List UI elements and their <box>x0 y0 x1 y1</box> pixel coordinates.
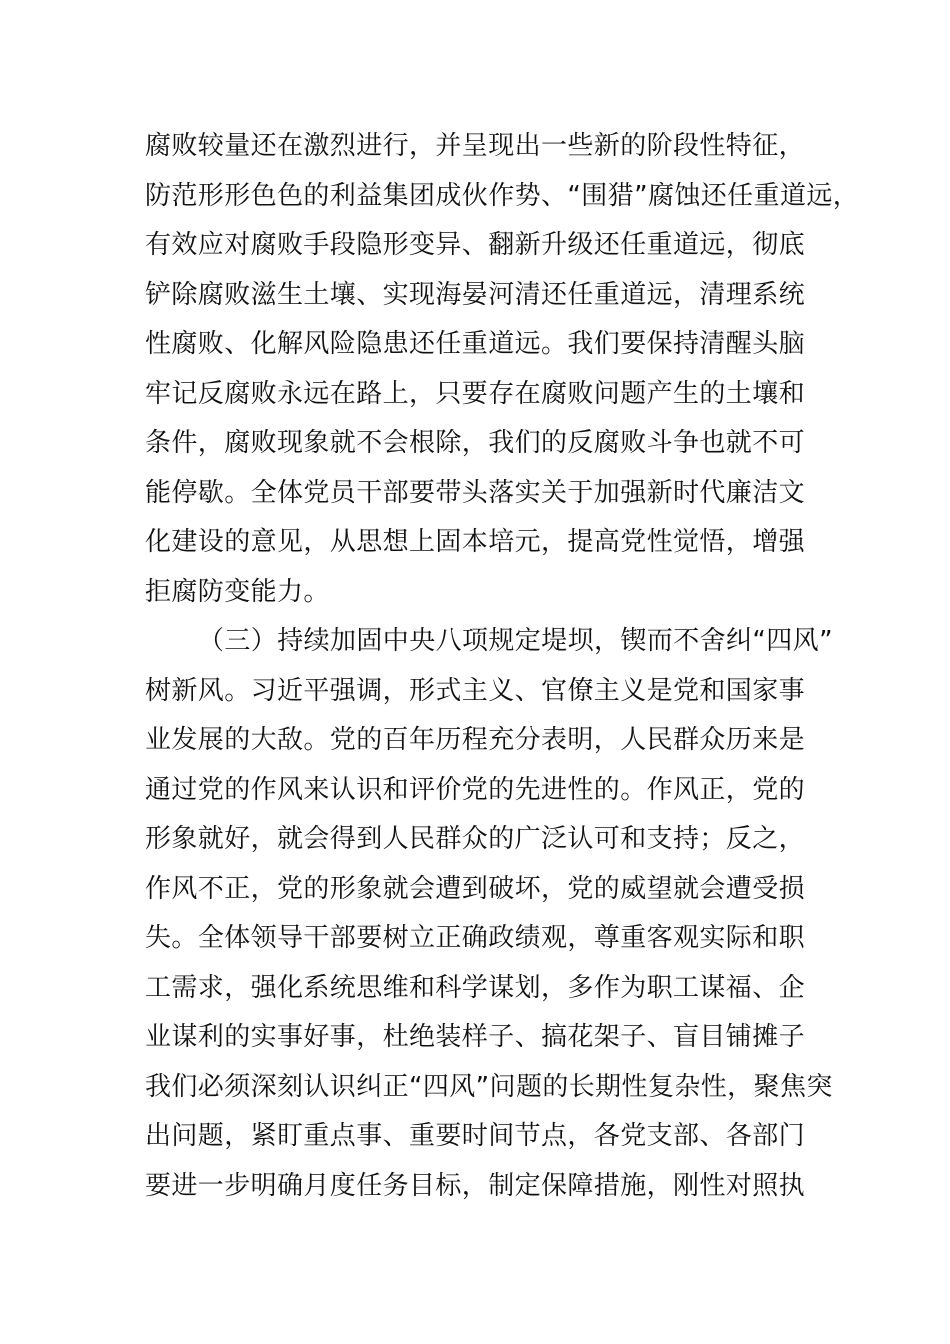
text-line: 失。全体领导干部要树立正确政绩观，尊重客观实际和职 <box>145 923 806 953</box>
text-line: 化建设的意见，从思想上固本培元，提高党性觉悟，增强 <box>145 527 806 557</box>
text-line: 业发展的大敌。党的百年历程充分表明，人民群众历来是 <box>145 725 806 755</box>
text-line: 牢记反腐败永远在路上，只要存在腐败问题产生的土壤和 <box>145 378 806 409</box>
text-line: 树新风。习近平强调，形式主义、官僚主义是党和国家事 <box>145 675 806 706</box>
text-line: 形象就好，就会得到人民群众的广泛认可和支持；反之， <box>145 824 806 854</box>
text-line: 业谋利的实事好事，杜绝装样子、搞花架子、盲目铺摊子 <box>145 1022 806 1052</box>
text-line: 作风不正，党的形象就会遭到破坏，党的威望就会遭受损 <box>145 873 806 904</box>
text-line: 条件，腐败现象就不会根除，我们的反腐败斗争也就不可 <box>145 428 806 458</box>
text-line: 铲除腐败滋生土壤、实现海晏河清还任重道远，清理系统 <box>145 279 806 310</box>
text-line: 性腐败、化解风险隐患还任重道远。我们要保持清醒头脑 <box>145 329 806 359</box>
text-line: 拒腐防变能力。 <box>145 576 330 607</box>
text-line: 要进一步明确月度任务目标，制定保障措施，刚性对照执 <box>145 1170 806 1201</box>
text-line: 有效应对腐败手段隐形变异、翻新升级还任重道远，彻底 <box>145 230 806 260</box>
section-heading-line: （三）持续加固中央八项规定堤坝，锲而不舍纠“四风” <box>198 626 833 656</box>
text-line: 能停歇。全体党员干部要带头落实关于加强新时代廉洁文 <box>145 477 806 508</box>
text-line: 腐败较量还在激烈进行，并呈现出一些新的阶段性特征， <box>145 131 806 161</box>
text-line: 我们必须深刻认识纠正“四风”问题的长期性复杂性，聚焦突 <box>145 1071 833 1102</box>
text-line: 通过党的作风来认识和评价党的先进性的。作风正，党的 <box>145 774 806 805</box>
text-line: 出问题，紧盯重点事、重要时间节点，各党支部、各部门 <box>145 1121 806 1151</box>
text-line: 防范形形色色的利益集团成伙作势、“围猎”腐蚀还任重道远， <box>145 180 860 211</box>
text-line: 工需求，强化系统思维和科学谋划，多作为职工谋福、企 <box>145 972 806 1003</box>
